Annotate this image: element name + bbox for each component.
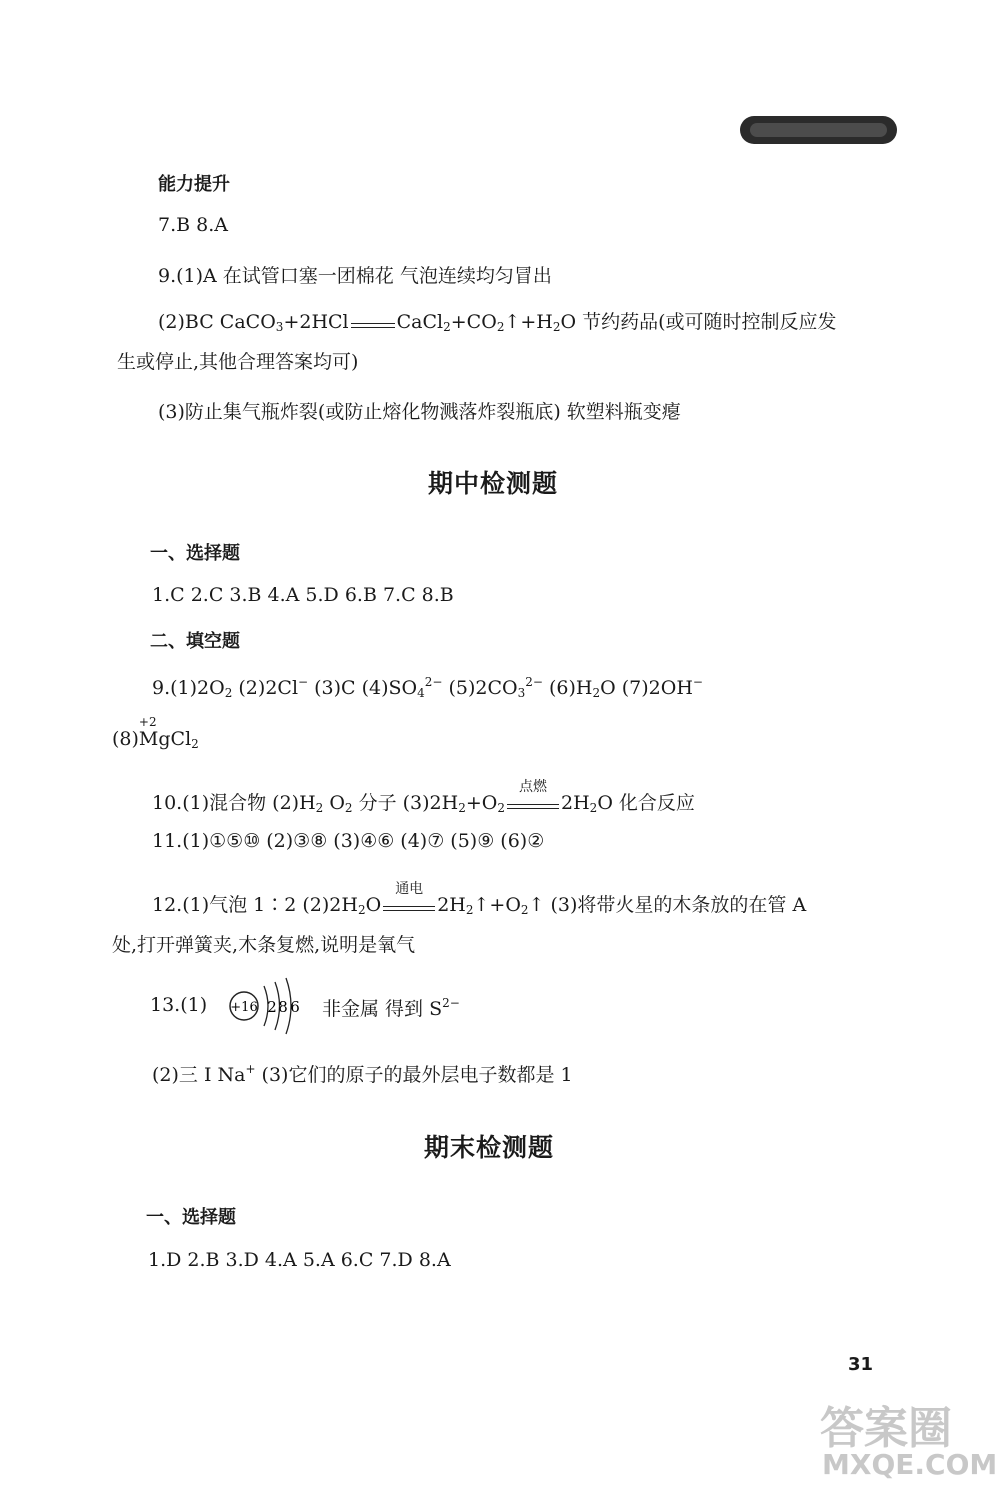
page-number: 31 (848, 1354, 874, 1375)
subheading-choice: 一、选择题 (150, 543, 240, 564)
answer-line: 7.B 8.A (158, 214, 228, 236)
answer-line: 处,打开弹簧夹,木条复燃,说明是氧气 (112, 934, 416, 956)
answer-line-q12: 12.(1)气泡 1∶2 $(2)2H_2O$ 通电 $2H_2↑+O_2↑$ (3)将带火星的木条放的在管 A (152, 881, 807, 917)
subheading-choice: 一、选择题 (146, 1207, 236, 1228)
answer-line: 9.(1)A 在试管口塞一团棉花 气泡连续均匀冒出 (158, 265, 552, 287)
answer-line: 生或停止,其他合理答案均可) (117, 351, 359, 373)
answer-line-equation: (2)BC CaCO$_3$+2HCl $CaCl_2+CO_2↑+H_2O$ 节约药品(或可随时控制反应发 (158, 311, 837, 334)
watermark-logo: 答案圈 (820, 1403, 952, 1454)
electron-shell-2: 8 (278, 998, 288, 1016)
answer-line-q13-label: 13.(1) (150, 994, 208, 1016)
electron-shell-1: 2 (267, 998, 277, 1016)
subheading-fill: 二、填空题 (150, 631, 240, 652)
answer-line: 1.D 2.B 3.D 4.A 5.A 6.C 7.D 8.A (148, 1249, 451, 1271)
heading-final: 期末检测题 (424, 1133, 555, 1162)
answer-line: (3)防止集气瓶炸裂(或防止熔化物溅落炸裂瓶底) 软塑料瓶变瘪 (158, 401, 681, 423)
answer-line-q13-2: (2)三 Ⅰ Na+ (3)它们的原子的最外层电子数都是 1 (152, 1062, 573, 1086)
answer-line-q11: 11.(1)①⑤⑩ (2)③⑧ (3)④⑥ (4)⑦ (5)⑨ (6)② (152, 830, 545, 852)
sulfur-atom-structure-diagram (228, 970, 308, 1040)
answer-line-q13: 非金属 得到 $S^{2-}$ (322, 996, 460, 1020)
answer-line-q9: $9.(1)2O_2$ (2)2Cl− (3)C $(4)SO_4^{2-}$ $(5)2CO_3^{2-}$ $(6)H_2O$ (7)2OH− (152, 675, 703, 700)
nucleus-charge: +16 (230, 1000, 258, 1015)
electron-shell-3: 6 (290, 998, 300, 1016)
header-badge (740, 116, 897, 144)
answer-line-q10: 10.(1)混合物 $(2)H_2$ $O_2$ 分子 $(3)2H_2+O_2$ 点燃 $2H_2O$ 化合反应 (152, 779, 695, 815)
watermark-url: MXQE.COM (822, 1448, 998, 1481)
answer-line-q9-8: (8) +2 MgCl$_2$ (112, 715, 199, 751)
answer-line: 1.C 2.C 3.B 4.A 5.D 6.B 7.C 8.B (152, 584, 454, 606)
heading-midterm: 期中检测题 (428, 469, 559, 498)
section-title-ability: 能力提升 (158, 174, 230, 195)
